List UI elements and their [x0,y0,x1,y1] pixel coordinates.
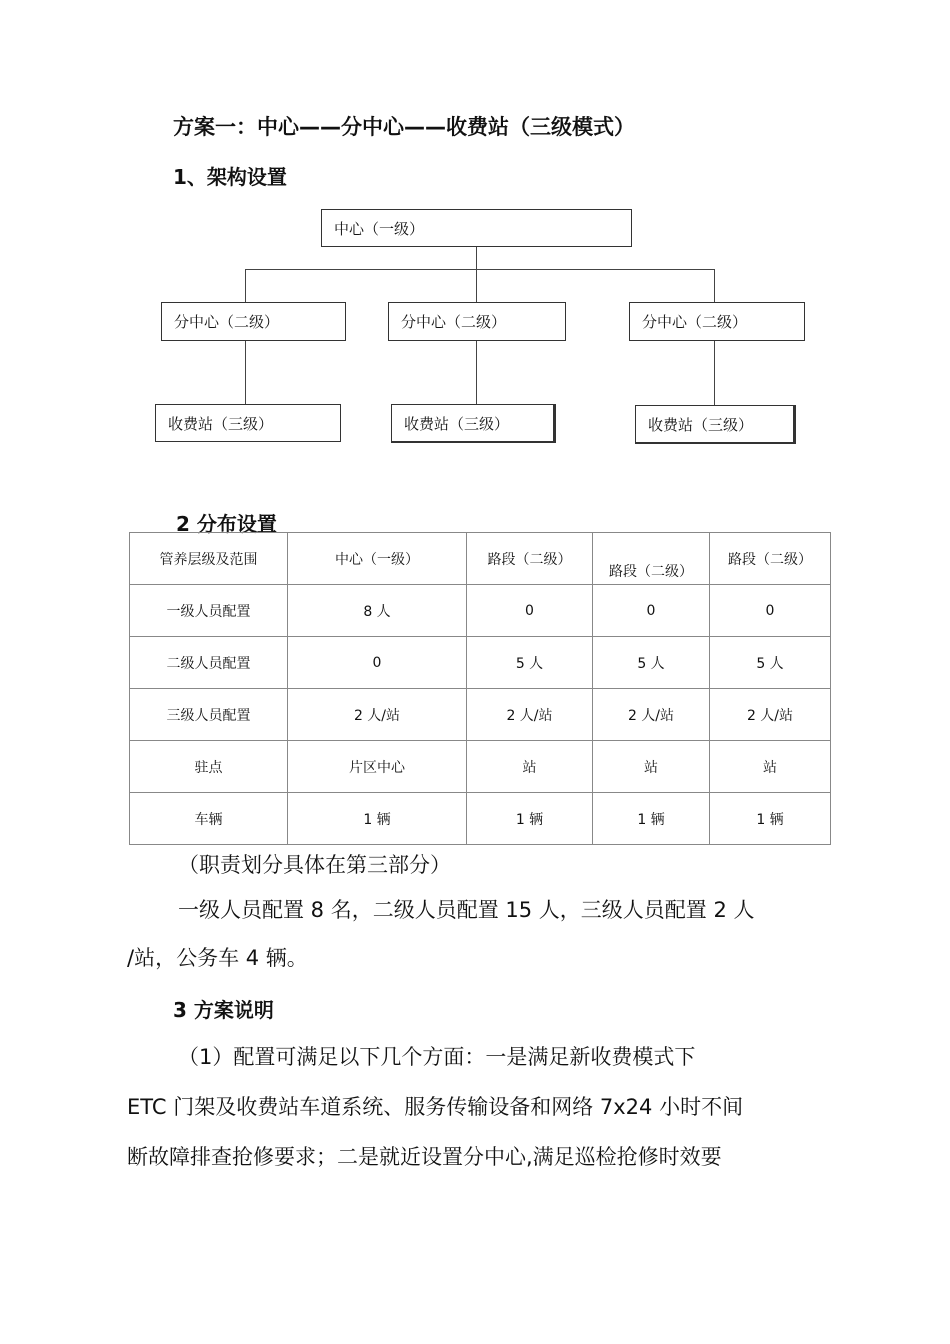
connector-line [245,269,246,302]
table-cell: 三级人员配置 [130,689,288,741]
table-header-cell: 管养层级及范围 [130,533,288,585]
table-cell: 5 人 [467,637,593,689]
org-node-center: 中心（一级） [321,209,632,247]
table-cell: 0 [710,585,831,637]
org-node-subcenter: 分中心（二级） [388,302,566,341]
connector-line [714,341,715,405]
table-cell: 1 辆 [288,793,467,845]
table-row [130,689,831,741]
table-cell: 2 人/站 [288,689,467,741]
table-cell: 2 人/站 [467,689,593,741]
table-header-cell-text: 路段（二级） [609,564,693,580]
org-node-station: 收费站（三级） [391,404,556,443]
distribution-table [129,532,831,845]
page-title: 方案一：中心——分中心——收费站（三级模式） [173,115,635,139]
table-cell: 5 人 [593,637,710,689]
table-row [130,585,831,637]
paragraph-line: ETC 门架及收费站车道系统、服务传输设备和网络 7x24 小时不间 [127,1095,744,1119]
table-cell: 1 辆 [710,793,831,845]
table-row [130,637,831,689]
table-cell: 车辆 [130,793,288,845]
table-cell: 2 人/站 [593,689,710,741]
table-cell: 二级人员配置 [130,637,288,689]
table-cell: 站 [710,741,831,793]
table-header-row [130,533,831,585]
table-note: （职责划分具体在第三部分） [178,853,451,877]
table-cell: 0 [288,637,467,689]
table-cell: 8 人 [288,585,467,637]
table-header-cell: 中心（一级） [288,533,467,585]
table-cell: 0 [593,585,710,637]
org-node-subcenter: 分中心（二级） [629,302,805,341]
table-cell: 5 人 [710,637,831,689]
table-header-cell: 路段（二级） [710,533,831,585]
connector-line [476,269,477,302]
connector-line [245,269,715,270]
paragraph-line: 断故障排查抢修要求；二是就近设置分中心,满足巡检抢修时效要 [127,1145,722,1169]
table-header-cell: 路段（二级） [467,533,593,585]
table-cell: 1 辆 [467,793,593,845]
connector-line [714,269,715,302]
table-row [130,741,831,793]
summary-line: /站，公务车 4 辆。 [127,946,308,970]
org-node-station: 收费站（三级） [635,405,796,444]
table-cell: 0 [467,585,593,637]
table-row [130,793,831,845]
connector-line [245,341,246,404]
connector-line [476,341,477,404]
section-heading-distribution: 2 分布设置 [176,512,277,536]
paragraph-line: （1）配置可满足以下几个方面：一是满足新收费模式下 [178,1045,696,1069]
table-cell: 片区中心 [288,741,467,793]
section-heading-architecture: 1、架构设置 [173,165,287,189]
table-cell: 2 人/站 [710,689,831,741]
summary-line: 一级人员配置 8 名，二级人员配置 15 人，三级人员配置 2 人 [178,898,755,922]
table-cell: 驻点 [130,741,288,793]
section-heading-description: 3 方案说明 [173,998,274,1022]
table-cell: 1 辆 [593,793,710,845]
table-cell: 一级人员配置 [130,585,288,637]
table-header-cell [593,533,710,585]
connector-line [476,247,477,270]
org-node-subcenter: 分中心（二级） [161,302,346,341]
org-node-station: 收费站（三级） [155,404,341,442]
table-cell: 站 [467,741,593,793]
table-cell: 站 [593,741,710,793]
